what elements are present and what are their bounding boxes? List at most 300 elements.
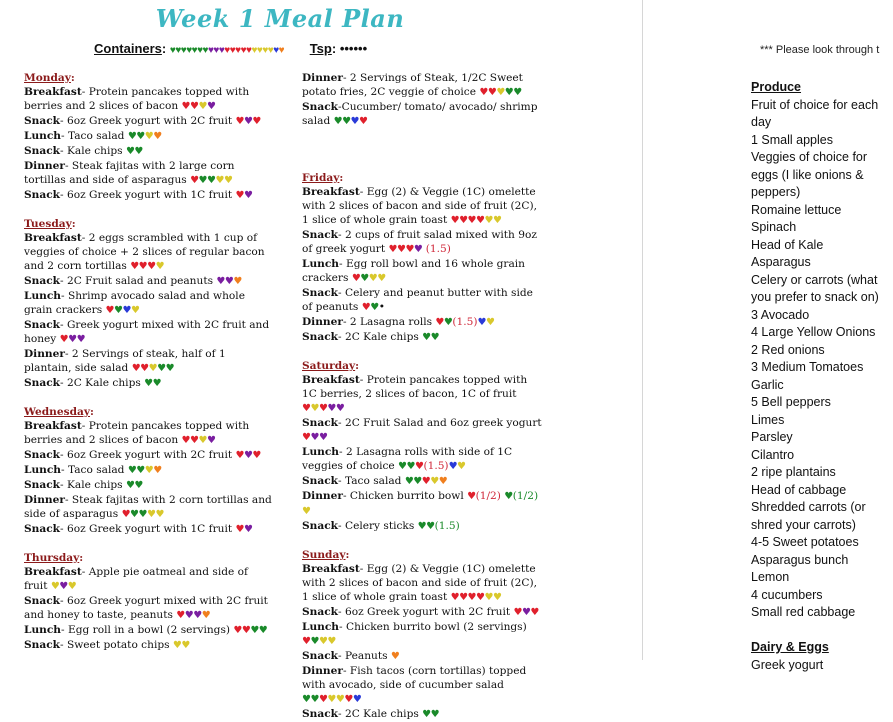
shopping-list xyxy=(751,79,893,674)
heart-icon: ♥ xyxy=(235,190,244,201)
meal-name: Snack xyxy=(24,639,61,651)
meal-entry xyxy=(24,188,274,203)
container-hearts xyxy=(513,607,538,618)
heart-icon: ♥ xyxy=(155,261,165,272)
heart-icon: ♥ xyxy=(176,610,185,621)
meal-name: Snack xyxy=(24,449,61,461)
produce-item: Parsley xyxy=(751,430,793,444)
day-friday: Friday: Breakfast- Egg (2) & Veggie (1C) omelette with 2 slices of bacon and side of fruit (2C), 1 slice of whole grain toast ♥♥♥♥♥♥ Snack- 2 cups of fruit salad mixed with 9oz of greek yogurt ♥♥♥♥ (1.5) Lunch- Egg roll bowl and 16 whole grain crackers ♥♥♥♥ Snack- Celery and peanut butter with side of peanuts ♥♥• Dinner- 2 Lasagna rolls ♥♥(1.5)♥♥ Snack- 2C Kale chips ♥♥ xyxy=(302,171,542,345)
meal-name: Breakfast xyxy=(24,232,82,244)
heart-icon: ♥ xyxy=(152,378,162,389)
heart-icon: ♥ xyxy=(310,432,319,443)
meal-text: - Protein pancakes topped with berries and 2 slices of bacon xyxy=(24,86,250,112)
container-hearts xyxy=(467,491,475,502)
container-hearts xyxy=(182,101,216,112)
container-hearts xyxy=(422,709,439,720)
heart-icon: ♥ xyxy=(485,317,495,328)
containers-label: Containers xyxy=(94,41,162,56)
day-saturday: Saturday: Breakfast- Protein pancakes topped with 1C berries, 2 slices of bacon, 1C of fruit ♥♥♥♥♥ Snack- 2C Fruit Salad and 6oz greek yogurt ♥♥♥ Lunch- 2 Lasagna rolls with side of 1C veggies of choice ♥♥♥(1.5)♥♥ Snack- Taco salad ♥♥♥♥♥ Dinner- Chicken burrito bowl ♥(1/2) ♥(1/2) ♥ Snack- Celery sticks ♥♥(1.5) xyxy=(302,360,542,532)
heart-icon: ♥ xyxy=(302,636,311,647)
meal-text: - Peanuts xyxy=(338,650,391,662)
produce-item: Celery or carrots (what you prefer to snack on) xyxy=(751,272,879,304)
heart-icon: ♥ xyxy=(467,491,476,502)
dairy-list xyxy=(751,657,893,675)
heart-icon: ♥ xyxy=(318,694,328,705)
heart-icon: ♥ xyxy=(492,592,502,603)
column-right xyxy=(302,71,542,722)
heart-icon: ♥ xyxy=(201,610,211,621)
meal-name: Breakfast xyxy=(24,420,82,432)
meal-entry xyxy=(302,286,542,315)
meal-text: - 2C Kale chips xyxy=(338,708,423,720)
heart-icon: ♥ xyxy=(390,651,400,662)
meal-entry xyxy=(302,100,542,129)
meal-text: - Taco salad xyxy=(61,464,128,476)
meal-name: Dinner xyxy=(302,490,343,502)
heart-icon: ♥ xyxy=(206,101,216,112)
meal-name: Snack xyxy=(302,229,339,241)
heart-icon: ♥ xyxy=(190,435,199,446)
meal-text: - Apple pie oatmeal and side of fruit xyxy=(24,566,248,592)
meal-name: Snack xyxy=(24,479,61,491)
heart-icon: ♥ xyxy=(344,694,353,705)
meal-name: Lunch xyxy=(302,446,340,458)
heart-icon: ♥ xyxy=(302,506,311,517)
container-hearts xyxy=(216,276,241,287)
heart-icon: ♥ xyxy=(136,465,145,476)
day-heading: Friday xyxy=(302,172,340,184)
container-hearts xyxy=(173,640,190,651)
heart-icon: ♥ xyxy=(342,116,351,127)
heart-icon: ♥ xyxy=(333,116,343,127)
section-heading-produce: Produce xyxy=(751,80,802,94)
meal-name: Dinner xyxy=(24,494,65,506)
produce-item: Spinach xyxy=(751,220,797,234)
meal-text: - 6oz Greek yogurt with 2C fruit xyxy=(60,449,236,461)
heart-icon: ♥ xyxy=(448,461,458,472)
heart-icon: ♥ xyxy=(278,45,285,56)
meal-name: Snack xyxy=(302,606,339,618)
heart-icon: ♥ xyxy=(361,302,371,313)
meal-name: Snack xyxy=(302,475,339,487)
portion-note: (1.5) xyxy=(422,243,451,255)
container-hearts xyxy=(302,506,310,517)
meal-entry xyxy=(24,623,274,638)
meal-entry xyxy=(302,605,542,620)
heart-icon: ♥ xyxy=(172,640,182,651)
container-hearts xyxy=(182,435,216,446)
heart-icon: ♥ xyxy=(153,131,162,142)
shopping-list-page xyxy=(643,0,893,672)
meal-name: Snack xyxy=(24,189,61,201)
meal-name: Snack xyxy=(302,650,339,662)
meal-entry xyxy=(24,638,274,653)
meal-text: - 2C Kale chips xyxy=(60,377,145,389)
heart-icon: ♥ xyxy=(198,435,207,446)
heart-icon: ♥ xyxy=(144,378,153,389)
produce-item: Head of cabbage xyxy=(751,482,847,497)
heart-icon: ♥ xyxy=(513,87,522,98)
meal-text: - Greek yogurt mixed with 2C fruit and honey xyxy=(24,319,270,345)
meal-entry xyxy=(24,419,274,448)
container-hearts xyxy=(128,465,162,476)
heart-icon: ♥ xyxy=(215,175,224,186)
meal-entry xyxy=(302,474,542,489)
heart-icon: ♥ xyxy=(302,403,311,414)
containers-hearts xyxy=(170,45,284,56)
container-hearts xyxy=(362,302,379,313)
meal-entry xyxy=(302,185,542,228)
meal-entry xyxy=(302,315,542,330)
meal-text: - Sweet potato chips xyxy=(60,639,173,651)
heart-icon: ♥ xyxy=(59,334,69,345)
meal-name: Snack xyxy=(302,287,339,299)
produce-item: 1 Small apples xyxy=(751,132,833,147)
heart-icon: ♥ xyxy=(492,215,502,226)
page-title: Week 1 Meal Plan xyxy=(155,4,405,33)
meal-text: -Cucumber/ tomato/ avocado/ shrimp salad xyxy=(302,101,538,127)
container-hearts xyxy=(451,592,502,603)
meal-entry xyxy=(302,373,542,416)
day-entries xyxy=(24,565,274,653)
heart-icon: ♥ xyxy=(206,435,216,446)
heart-icon: ♥ xyxy=(138,509,147,520)
heart-icon: ♥ xyxy=(235,450,244,461)
meal-name: Lunch xyxy=(24,464,62,476)
heart-icon: ♥ xyxy=(413,244,423,255)
heart-icon: ♥ xyxy=(186,45,192,56)
day-sunday: Sunday: Breakfast- Egg (2) & Veggie (1C) omelette with 2 slices of bacon and side of fruit (2C), 1 slice of whole grain toast ♥♥♥♥♥♥ Snack- 6oz Greek yogurt with 2C fruit ♥♥♥ Lunch- Chicken burrito bowl (2 servings) ♥♥♥♥ Snack- Peanuts ♥ Dinner- Fish tacos (corn tortillas) topped with avocado, side of cucumber salad ♥♥♥♥♥♥♥ Snack- 2C Kale chips ♥♥ xyxy=(302,548,542,722)
heart-icon: ♥ xyxy=(136,131,145,142)
meal-name: Snack xyxy=(24,523,61,535)
heart-icon: ♥ xyxy=(233,625,242,636)
meal-entry xyxy=(24,522,274,537)
heart-icon: ♥ xyxy=(229,45,236,56)
heart-icon: ♥ xyxy=(144,131,154,142)
heart-icon: ♥ xyxy=(138,261,148,272)
meal-text: - 2 Lasagna rolls xyxy=(342,316,436,328)
heart-icon: ♥ xyxy=(335,403,345,414)
meal-entry xyxy=(24,114,274,129)
heart-icon: ♥ xyxy=(184,610,194,621)
meal-entry xyxy=(24,376,274,391)
heart-icon: ♥ xyxy=(359,116,368,127)
produce-item: 4 Large Yellow Onions xyxy=(751,325,876,339)
heart-icon: ♥ xyxy=(450,592,460,603)
meal-entry xyxy=(302,664,542,707)
meal-text: - Steak fajitas with 2 corn tortillas and side of asparagus xyxy=(24,494,272,520)
meal-name: Dinner xyxy=(302,72,343,84)
heart-icon: ♥ xyxy=(130,261,139,272)
heart-icon: ♥ xyxy=(413,476,422,487)
heart-icon: ♥ xyxy=(140,363,149,374)
container-hearts xyxy=(122,509,164,520)
meal-text: - Kale chips xyxy=(60,145,126,157)
heart-icon: ♥ xyxy=(421,476,431,487)
heart-icon: ♥ xyxy=(148,363,158,374)
container-hearts xyxy=(60,334,85,345)
meal-entry xyxy=(24,289,274,318)
produce-item: Romaine lettuce xyxy=(751,202,842,217)
day-heading: Sunday xyxy=(302,549,346,561)
meal-entry xyxy=(302,649,542,664)
day-thursday: Thursday: Breakfast- Apple pie oatmeal and side of fruit ♥♥♥ Snack- 6oz Greek yogurt mixed with 2C fruit and honey to taste, peanuts ♥♥♥♥ Lunch- Egg roll in a bowl (2 servings) ♥♥♥♥ Snack- Sweet potato chips ♥♥ xyxy=(24,551,274,653)
meal-entry xyxy=(24,129,274,144)
heart-icon: ♥ xyxy=(368,273,378,284)
meal-entry xyxy=(24,448,274,463)
day-entries xyxy=(24,85,274,203)
meal-name: Snack xyxy=(24,145,61,157)
produce-item: Asparagus bunch xyxy=(751,552,849,567)
tsp-label: Tsp xyxy=(309,41,332,56)
container-hearts xyxy=(477,317,494,328)
meal-name: Snack xyxy=(302,708,339,720)
heart-icon: ♥ xyxy=(198,101,207,112)
heart-icon: ♥ xyxy=(50,581,60,592)
day-entries xyxy=(24,231,274,391)
produce-item: 2 ripe plantains xyxy=(751,465,836,479)
heart-icon: ♥ xyxy=(223,175,233,186)
container-hearts xyxy=(130,261,164,272)
heart-icon: ♥ xyxy=(430,476,439,487)
produce-item: Asparagus xyxy=(751,255,811,269)
produce-list xyxy=(751,97,893,622)
column-left xyxy=(24,71,274,653)
meal-entry xyxy=(24,318,274,347)
heart-icon: ♥ xyxy=(405,244,414,255)
heart-icon: ♥ xyxy=(251,45,257,56)
day-heading: Thursday xyxy=(24,552,80,564)
heart-icon: ♥ xyxy=(76,334,86,345)
meal-text: - Steak fajitas with 2 large corn tortillas and side of asparagus xyxy=(24,160,235,186)
portion-note: (1/2) xyxy=(512,490,539,502)
heart-icon: ♥ xyxy=(350,116,360,127)
produce-item: Head of Kale xyxy=(751,237,824,252)
meal-name: Breakfast xyxy=(302,374,360,386)
heart-icon: ♥ xyxy=(165,363,175,374)
heart-icon: ♥ xyxy=(252,450,261,461)
heart-icon: ♥ xyxy=(258,625,268,636)
heart-icon: ♥ xyxy=(457,461,466,472)
meal-text: - Egg roll in a bowl (2 servings) xyxy=(61,624,234,636)
meal-name: Dinner xyxy=(24,348,65,360)
heart-icon: ♥ xyxy=(327,403,336,414)
container-hearts xyxy=(176,610,210,621)
meal-text: - 2C Fruit salad and peanuts xyxy=(60,275,217,287)
heart-icon: ♥ xyxy=(198,175,208,186)
produce-item: 4 cucumbers xyxy=(751,587,823,602)
heart-icon: ♥ xyxy=(396,244,406,255)
heart-icon: ♥ xyxy=(327,694,336,705)
meal-entry xyxy=(302,519,542,534)
meal-name: Snack xyxy=(24,595,61,607)
heart-icon: ♥ xyxy=(175,45,181,56)
day-heading: Monday xyxy=(24,72,71,84)
meal-entry xyxy=(24,274,274,289)
heart-icon: ♥ xyxy=(59,581,68,592)
heart-icon: ♥ xyxy=(243,524,253,535)
heart-icon: ♥ xyxy=(191,45,198,56)
produce-item: Shredded carrots (or shred your carrots) xyxy=(751,500,866,532)
heart-icon: ♥ xyxy=(224,45,230,56)
meal-entry xyxy=(24,347,274,376)
meal-entry xyxy=(24,565,274,594)
meal-entry xyxy=(302,257,542,286)
heart-icon: ♥ xyxy=(131,363,141,374)
meal-text: - 2 Servings of steak, half of 1 plantain, side salad xyxy=(24,348,226,374)
container-hearts xyxy=(51,581,76,592)
meal-name: Lunch xyxy=(24,290,62,302)
day-heading: Wednesday xyxy=(24,406,91,418)
heart-icon: ♥ xyxy=(310,403,319,414)
heart-icon: ♥ xyxy=(422,709,431,720)
container-hearts xyxy=(126,146,143,157)
heart-icon: ♥ xyxy=(180,45,187,56)
tsp-dots: •••••• xyxy=(339,41,368,56)
heart-icon: ♥ xyxy=(496,87,505,98)
heart-icon: ♥ xyxy=(240,45,246,56)
container-hearts xyxy=(504,491,512,502)
portion-note: (1/2) xyxy=(475,490,501,502)
container-hearts xyxy=(449,461,466,472)
meal-name: Lunch xyxy=(24,130,62,142)
heart-icon: ♥ xyxy=(224,276,234,287)
container-hearts xyxy=(235,450,260,461)
container-hearts xyxy=(451,215,502,226)
heart-icon: ♥ xyxy=(327,636,336,647)
meal-entry xyxy=(302,489,542,519)
heart-icon: ♥ xyxy=(67,581,77,592)
heart-icon: ♥ xyxy=(467,592,477,603)
heart-icon: ♥ xyxy=(404,476,414,487)
heart-icon: ♥ xyxy=(235,524,244,535)
day-heading: Tuesday xyxy=(24,218,72,230)
container-hearts xyxy=(418,521,435,532)
heart-icon: ♥ xyxy=(181,435,190,446)
heart-icon: ♥ xyxy=(256,45,263,56)
heart-icon: ♥ xyxy=(422,332,431,343)
produce-item: 3 Avocado xyxy=(751,307,810,322)
meal-text: - Chicken burrito bowl xyxy=(342,490,468,502)
heart-icon: ♥ xyxy=(157,363,166,374)
container-hearts xyxy=(302,432,327,443)
meal-entry xyxy=(24,231,274,274)
heart-icon: ♥ xyxy=(477,317,486,328)
meal-text: - Fish tacos (corn tortillas) topped with avocado, side of cucumber salad xyxy=(302,665,527,691)
meal-text: - Egg (2) & Veggie (1C) omelette with 2 slices of bacon and side of fruit (2C), 1 slice of whole grain toast xyxy=(302,563,537,603)
container-hearts xyxy=(190,175,232,186)
heart-icon: ♥ xyxy=(246,45,252,56)
heart-icon: ♥ xyxy=(105,305,115,316)
container-hearts xyxy=(302,694,361,705)
section-heading-dairy: Dairy & Eggs xyxy=(751,640,829,654)
portion-note: (1.5) xyxy=(452,316,478,328)
container-hearts xyxy=(422,332,439,343)
heart-icon: ♥ xyxy=(459,215,468,226)
meal-text: - 2 cups of fruit salad mixed with 9oz of greek yogurt xyxy=(302,229,537,255)
produce-item: 3 Medium Tomatoes xyxy=(751,360,864,374)
heart-icon: ♥ xyxy=(130,509,139,520)
day-entries xyxy=(24,419,274,537)
heart-icon: ♥ xyxy=(181,101,190,112)
heart-icon: ♥ xyxy=(241,625,251,636)
meal-text: - 2 Lasagna rolls with side of 1C veggies of choice xyxy=(302,446,513,472)
heart-icon: ♥ xyxy=(235,116,244,127)
portion-note: (1.5) xyxy=(423,460,449,472)
container-hearts xyxy=(106,305,140,316)
meal-entry xyxy=(302,71,542,100)
meal-name: Snack xyxy=(24,319,61,331)
heart-icon: ♥ xyxy=(243,190,253,201)
meal-name: Snack xyxy=(302,520,339,532)
heart-icon: ♥ xyxy=(146,509,156,520)
container-hearts xyxy=(144,378,161,389)
heart-icon: ♥ xyxy=(318,432,328,443)
heart-icon: ♥ xyxy=(134,146,143,157)
meal-text: - Shrimp avocado salad and whole grain crackers xyxy=(24,290,245,316)
heart-icon: ♥ xyxy=(513,607,522,618)
day-heading: Saturday xyxy=(302,360,356,372)
heart-icon: ♥ xyxy=(352,694,362,705)
heart-icon: ♥ xyxy=(476,215,485,226)
meal-name: Dinner xyxy=(302,316,343,328)
container-hearts xyxy=(391,651,399,662)
meal-text: - 2 Servings of Steak, 1/2C Sweet potato fries, 2C veggie of choice xyxy=(302,72,523,98)
meal-text: - Chicken burrito bowl (2 servings) xyxy=(339,621,527,633)
meal-entry xyxy=(24,493,274,522)
meal-text: - Taco salad xyxy=(61,130,128,142)
heart-icon: ♥ xyxy=(125,146,135,157)
meal-text: - Egg roll bowl and 16 whole grain crackers xyxy=(302,258,525,284)
meal-entry xyxy=(302,416,542,445)
heart-icon: ♥ xyxy=(213,45,219,56)
meal-text: - 6oz Greek yogurt with 2C fruit xyxy=(60,115,236,127)
container-hearts xyxy=(479,87,521,98)
meal-text: - 6oz Greek yogurt with 2C fruit xyxy=(338,606,514,618)
meal-name: Breakfast xyxy=(302,186,360,198)
heart-icon: ♥ xyxy=(318,636,328,647)
heart-icon: ♥ xyxy=(335,694,345,705)
produce-item: Garlic xyxy=(751,377,784,392)
containers-line: Containers: ♥♥♥♥♥♥♥♥♥♥♥♥♥♥♥♥♥♥♥♥♥ Tsp: •••••• xyxy=(94,41,368,56)
heart-icon: ♥ xyxy=(406,461,415,472)
heart-icon: ♥ xyxy=(121,509,131,520)
heart-icon: ♥ xyxy=(233,276,242,287)
heart-icon: ♥ xyxy=(130,305,140,316)
heart-icon: ♥ xyxy=(426,521,435,532)
heart-icon: ♥ xyxy=(207,175,216,186)
heart-icon: ♥ xyxy=(438,476,448,487)
heart-icon: ♥ xyxy=(252,116,261,127)
container-hearts xyxy=(389,244,423,255)
heart-icon: ♥ xyxy=(144,465,154,476)
meal-entry xyxy=(302,562,542,605)
meal-entry xyxy=(302,707,542,722)
container-hearts xyxy=(435,317,452,328)
heart-icon: ♥ xyxy=(504,87,514,98)
meal-entry xyxy=(302,445,542,474)
produce-item: Limes xyxy=(751,412,785,427)
heart-icon: ♥ xyxy=(479,87,488,98)
heart-icon: ♥ xyxy=(235,45,241,56)
container-hearts xyxy=(398,461,423,472)
meal-entry xyxy=(24,463,274,478)
heart-icon: ♥ xyxy=(351,273,361,284)
heart-icon: ♥ xyxy=(127,465,137,476)
heart-icon: ♥ xyxy=(250,625,259,636)
produce-item: Fruit of choice for each day xyxy=(751,97,879,129)
portion-note: (1.5) xyxy=(434,520,460,532)
